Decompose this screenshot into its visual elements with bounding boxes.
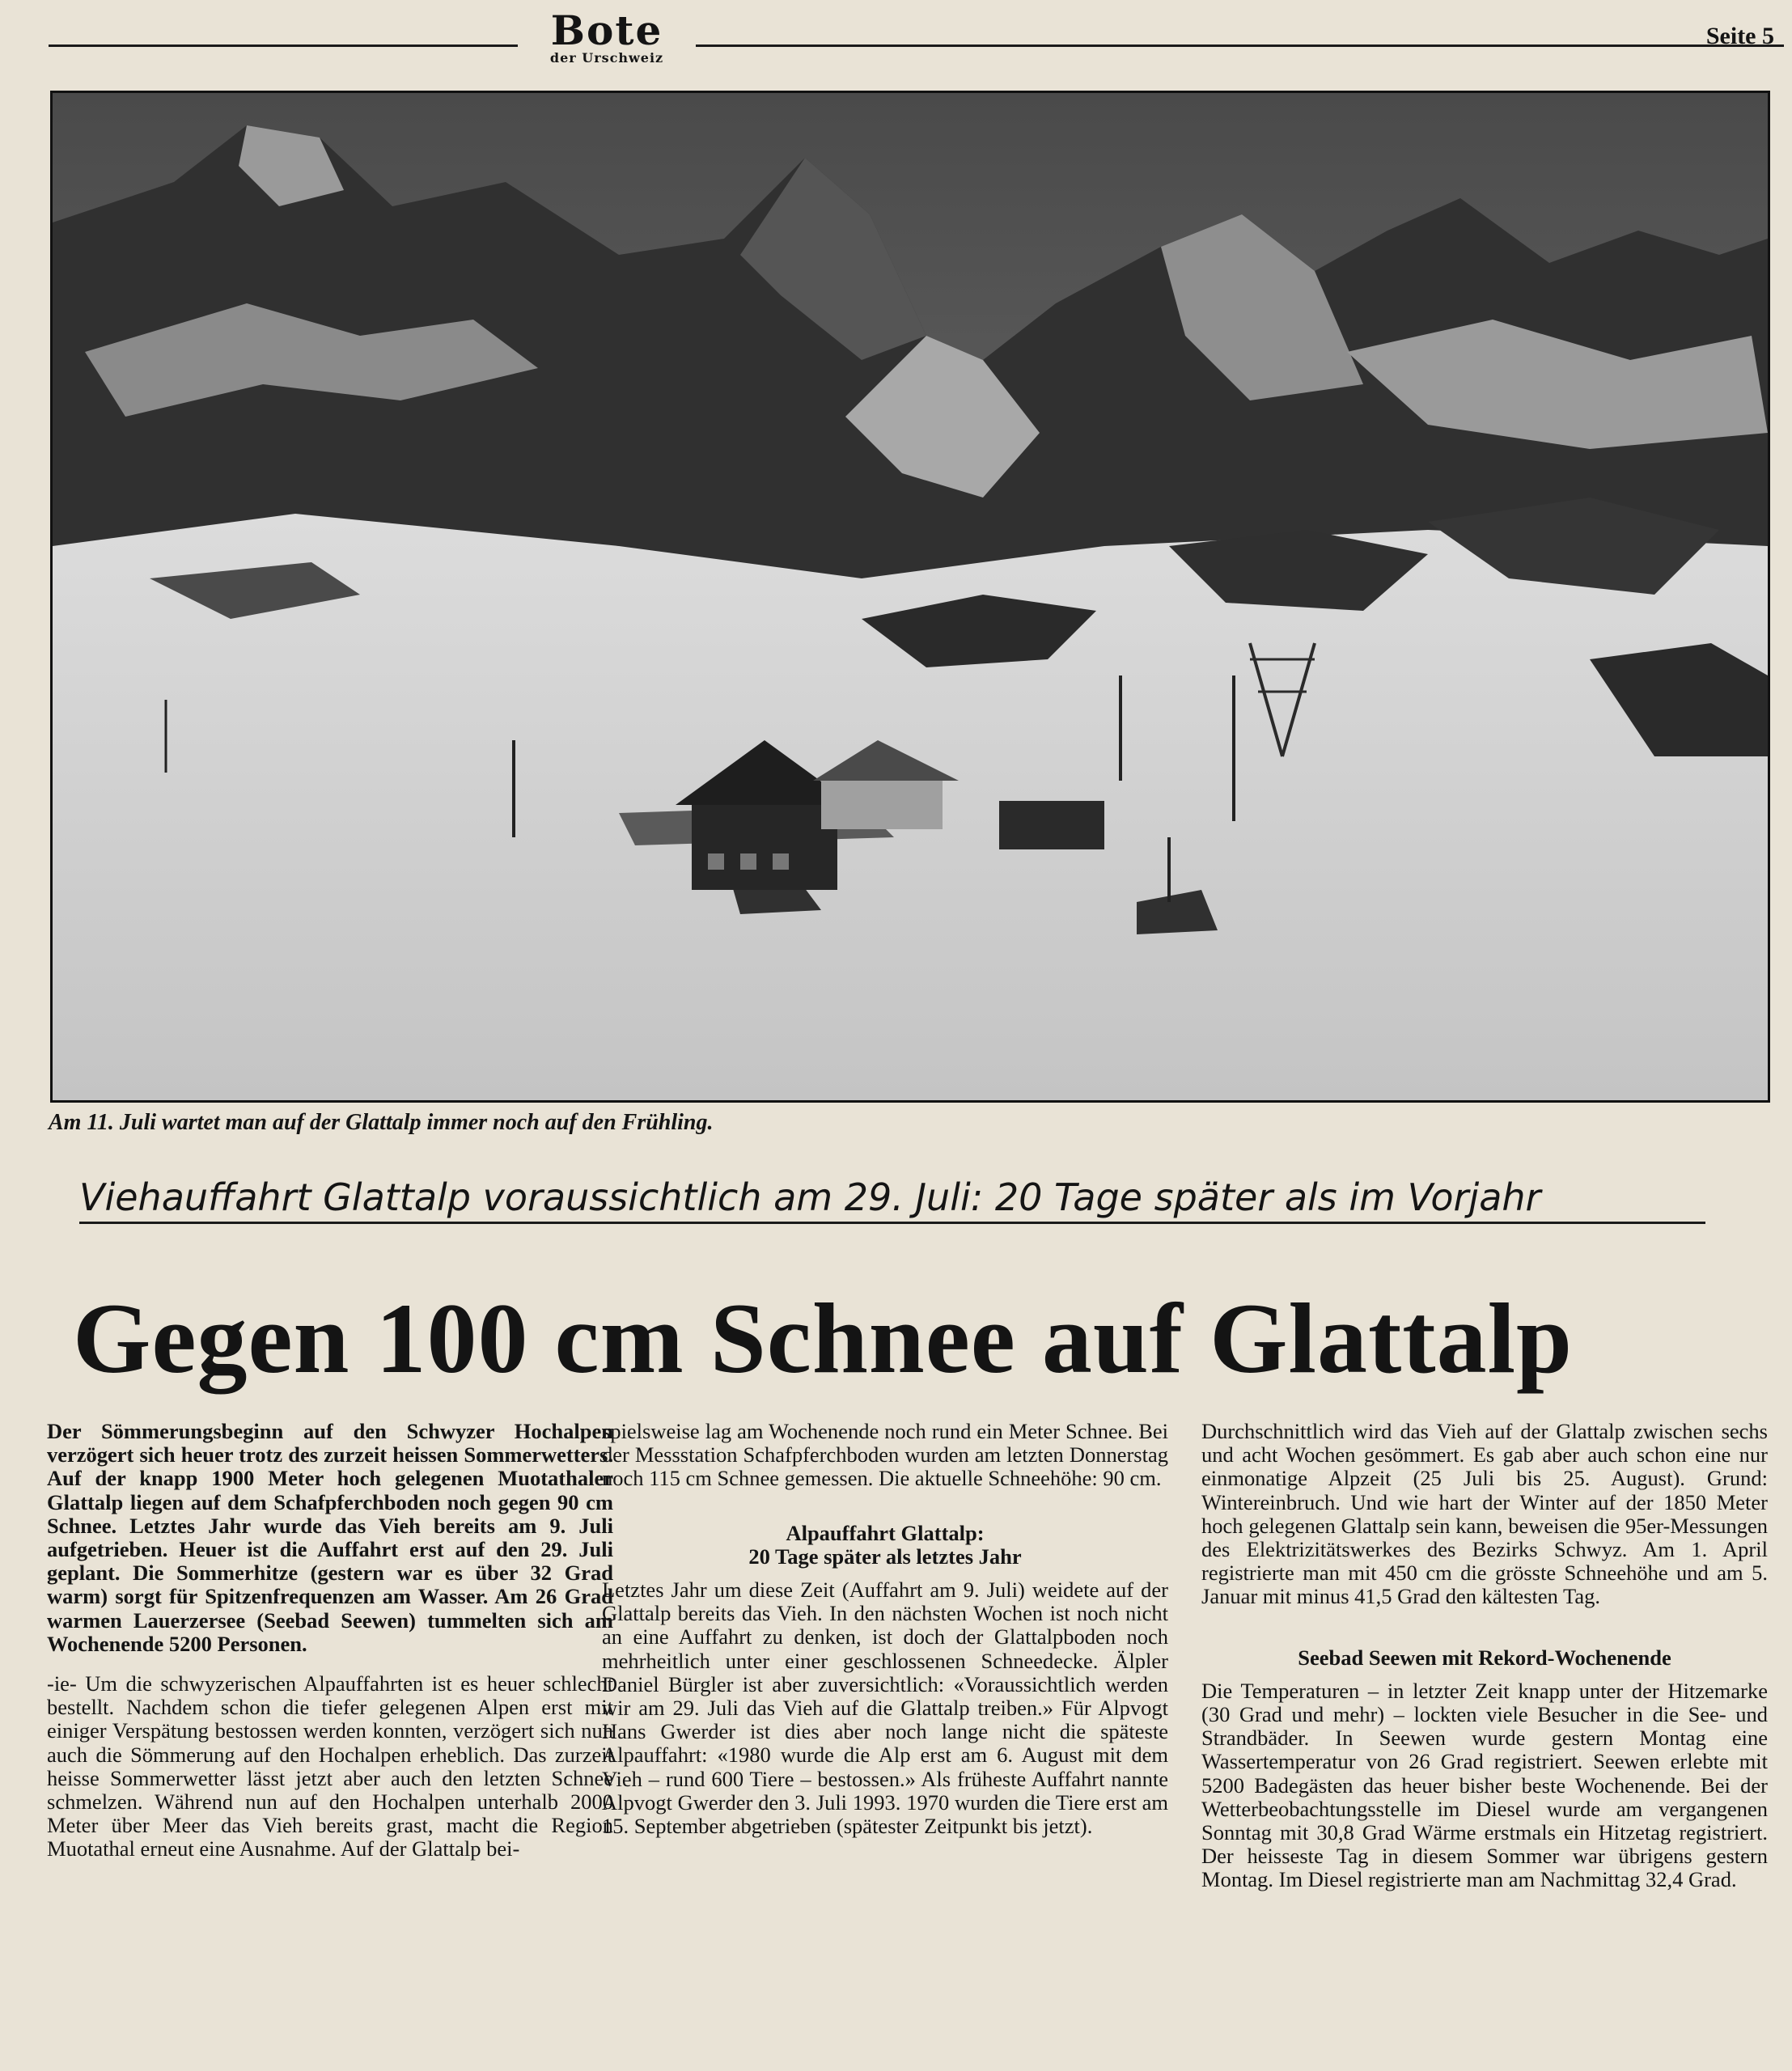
article-paragraph: spielsweise lag am Wochenende noch rund ein Meter Schnee. Bei der Messstation Schafpferchboden wurden am letzten Donnerstag noch 115 cm Schnee gemessen. Die aktuelle Schneehöhe: 90 cm. xyxy=(602,1419,1168,1491)
kicker-underline xyxy=(79,1173,1705,1224)
article-paragraph: -ie- Um die schwyzerischen Alpauffahrten ist es heuer schlecht bestellt. Nachdem schon die tiefer gelegenen Alpen erst mit einiger Verspätung bestossen werden konnten, verzögert sich nun auch die Sömmerung auf den Hochalpen erheblich. Das zurzeit heisse Sommerwetter lässt jetzt aber auch den letzten Schnee schmelzen. Während nun auf den Hochalpen unterhalb 2000 Meter über Meer das Vieh bereits grast, macht die Region Muotathal erneut eine Ausnahme. Auf der Glattalp bei- xyxy=(47,1671,613,1861)
article-headline: Gegen 100 cm Schnee auf Glattalp xyxy=(73,1283,1573,1394)
article-photo xyxy=(50,91,1770,1103)
article-column-2 xyxy=(602,1420,1168,1838)
masthead-rule xyxy=(49,44,1784,47)
article-paragraph: Die Temperaturen – in letzter Zeit knapp unter der Hitzemarke (30 Grad und mehr) – lockten viele Besucher in die See- und Strandbäder. In Seewen wurde gestern Montag eine Wassertemperatur von 26 Grad registriert. Seewen erlebte mit 5200 Badegästen das heuer bisher beste Wochenende. Bei der Wetterbeobachtungsstelle im Diesel wurde am vergangenen Sonntag mit 30,8 Grad Wärme erstmals ein Hitzetag registriert. Der heisseste Tag in diesem Sommer war übrigens gestern Montag. Im Diesel registrierte man am Nachmittag 32,4 Grad. xyxy=(1201,1678,1768,1892)
mountain-photo-image xyxy=(53,93,1768,1100)
page-number: Seite 5 xyxy=(1705,23,1774,49)
masthead-logo xyxy=(518,6,696,66)
article-paragraph: Durchschnittlich wird das Vieh auf der Glattalp zwischen sechs und acht Wochen gesömmert. Es gab aber auch schon eine nur einmonatige Alpzeit (25 Juli bis 25. August). Grund: Wintereinbruch. Und wie hart der Winter auf der 1850 Meter hoch gelegenen Glattalp sein kann, beweisen die 95er-Messungen des Elektrizitätswerkes des Bezirks Schwyz. Am 1. April registrierte man mit 450 cm die grösste Schneehöhe und am 5. Januar mit minus 41,5 Grad den kältesten Tag. xyxy=(1201,1419,1768,1609)
subheading-line-1: Alpauffahrt Glattalp: xyxy=(786,1520,985,1545)
article-column-3 xyxy=(1201,1420,1768,1892)
article-kicker: Viehauffahrt Glattalp voraussichtlich am 29. Juli: 20 Tage später als im Vorjahr xyxy=(79,1175,1541,1219)
hut-small xyxy=(999,801,1104,849)
article-column-1 xyxy=(47,1420,613,1861)
masthead-subtitle: der Urschweiz xyxy=(549,50,664,66)
article-paragraph: Letztes Jahr um diese Zeit (Auffahrt am 9. Juli) weidete auf der Glattalp bereits das Vieh. In den nächsten Wochen ist noch nicht an eine Auffahrt zu denken, ist doch der Glattalpboden noch mehrheitlich unter einer geschlossenen Schneedecke. Älpler Daniel Bürgler ist aber zuversichtlich: «Voraussichtlich werden wir am 29. Juli das Vieh auf die Glattalp treiben.» Für Alpvogt Hans Gwerder ist dies aber noch lange nicht die späteste Alpauffahrt: «1980 wurde die Alp erst am 6. August mit dem Vieh – rund 600 Tiere – bestossen.» Als früheste Auffahrt nannte Alpvogt Gwerder den 3. Juli 1993. 1970 wurden die Tiere erst am 15. September abgetrieben (spätester Zeitpunkt bis jetzt). xyxy=(602,1578,1168,1839)
photo-caption: Am 11. Juli wartet man auf der Glattalp immer noch auf den Frühling. xyxy=(49,1110,714,1135)
subheading-seebad: Seebad Seewen mit Rekord-Wochenende xyxy=(1298,1645,1671,1670)
subheading-line-2: 20 Tage später als letztes Jahr xyxy=(748,1544,1022,1569)
subheading-alpauffahrt xyxy=(602,1522,1168,1569)
masthead-name: Bote xyxy=(550,6,663,54)
article-lead: Der Sömmerungsbeginn auf den Schwyzer Hochalpen verzögert sich heuer trotz des zurzeit heissen Sommerwetters. Auf der knapp 1900 Meter hoch gelegenen Muotathaler Glattalp liegen auf dem Schafpferchboden noch gegen 90 cm Schnee. Letztes Jahr wurde das Vieh bereits am 9. Juli aufgetrieben. Heuer ist die Auffahrt erst auf den 29. Juli geplant. Die Sommerhitze (gestern war es über 32 Grad warm) sorgt für Spitzenfrequenzen am Wasser. Am 26 Grad warmen Lauerzersee (Seebad Seewen) tummelten sich am Wochenende 5200 Personen. xyxy=(47,1419,613,1656)
